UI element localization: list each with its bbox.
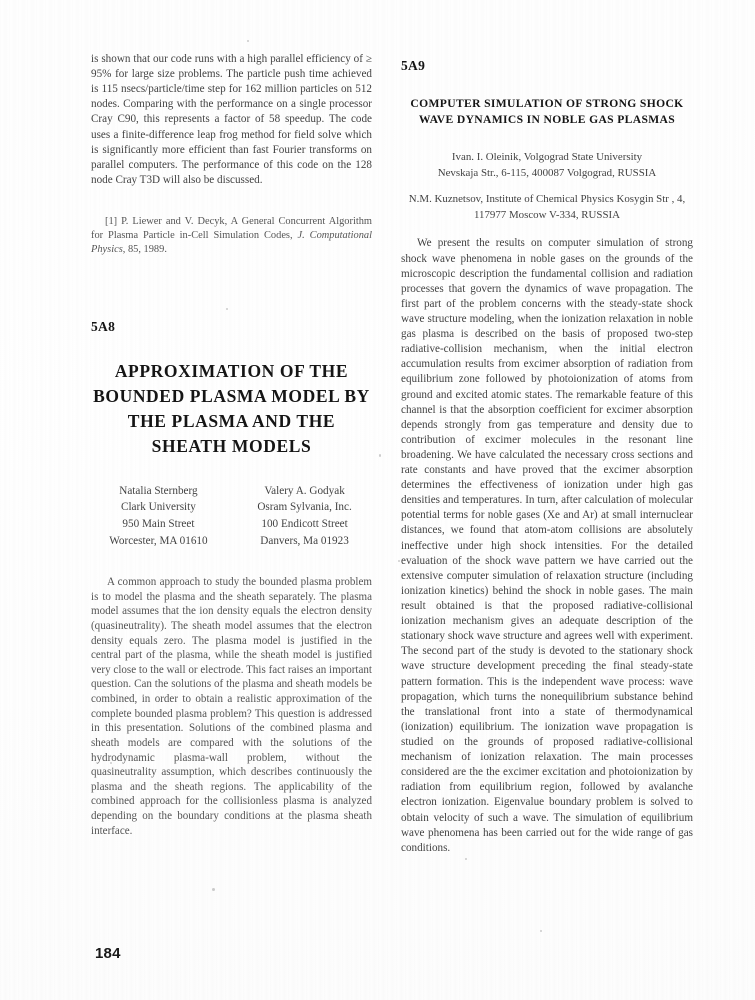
author-block-5a8 <box>91 483 372 549</box>
author-entry <box>237 483 372 549</box>
author-name: Natalia Sternberg <box>119 484 198 497</box>
author-name-affiliation: N.M. Kuznetsov, Institute of Chemical Physics Kosygin Str , 4, <box>408 192 686 205</box>
scan-speck <box>379 454 381 457</box>
right-column <box>401 0 693 856</box>
scan-speck <box>465 858 467 860</box>
scan-speck <box>540 930 542 932</box>
left-column <box>91 0 372 838</box>
author-entry <box>91 483 226 549</box>
reference-text: [1] P. Liewer and V. Decyk, A General Concurrent Algorithm for Plasma Particle in-Cell Simulation Codes, <box>91 215 372 242</box>
abstract-body-5a8: A common approach to study the bounded plasma problem is to model the plasma and the sheath separately. The plasma model assumes that the ion density equals the electron density (quasineutrality). The sheath model assumes that the electron density equals zero. The plasma model is justified in the central part of the plasma, while the sheath model is justified very close to the wall or electrode. This fact raises an important question. Can the solutions of the plasma and sheath models be combined, in order to obtain a realistic approximation of the complete bounded plasma problem? This question is addressed in this presentation. Solutions of the combined plasma and sheath models are compared with the solutions of the hydrodynamic plasma-wall problem, without the quasineutrality assumption, which describes continuously the plasma and the sheath regions. The applicability of the combined approach for the collisionless plasma is analyzed depending on the boundary conditions at the plasma sheath interface. <box>91 576 372 837</box>
page-number: 184 <box>95 945 121 962</box>
title-line-1: COMPUTER SIMULATION OF STRONG SHOCK <box>410 97 684 110</box>
author-street: 100 Endicott Street <box>261 517 348 530</box>
author-affiliation: Clark University <box>120 501 196 514</box>
section-label-5a9: 5A9 <box>401 58 426 73</box>
author-city: Danvers, Ma 01923 <box>260 534 349 547</box>
abstract-body-5a9: We present the results on computer simulation of strong shock wave phenomena in noble gases on the grounds of the microscopic description the fundamental collision and radiation processes that govern the dynamics of wave propagation. The first part of the problem concerns with the steady-state shock wave structure modeling, when the ionization relaxation in noble gas plasma is described on the basis of proposed two-step radiative-collision mechanism, when the initial electron accumulation results from excimer absorption of radiation from equilibrium zone followed by photoionization of atoms from ground and excited atomic states. The remarkable feature of this channel is that the absorption coefficient for excimer absorption depends strongly from gas temperature and density due to contribution of excimer molecules in the resonant line broadening. We have calculated the necessary cross sections and rate constants and have proved that the excimer absorption determines the effectiveness of ionization under high gas densities and temperatures. In turn, after calculation of molecular potential terms for noble gases (Xe and Ar) at small internuclear distances, we found that atom-atom collisions are absolutely ineffective under high shock intensities. For the detailed evaluation of the shock wave pattern we have carried out the extensive computer simulation of relaxation structure (including ionization kinetics) behind the shock in noble gases. The main result obtained is that the proposed radiative-collisional ionization mechanism gives an adequate description of the stationary shock wave structure and agrees well with experiment. The second part of the study is devoted to the stationary shock wave structure development preceding the final steady-state pattern formation. This is the independent wave process: wave propagation, which turns the nonequilibrium substance behind the translational front into a state of thermodynamical (ionization) equilibrium. The ionization wave propagation is studied on the grounds of proposed radiative-collisional mechanism of ionization relaxation. The main processes considered are the the excimer excitation and photoionization by radiation from equilibrium region, followed by avalanche electron ionization. Eigenvalue boundary problem is solved to obtain velocity of such a wave. The simulation of equilibrium wave phenomena has been carried out for the wide range of gas conditions. <box>401 237 693 854</box>
author-street: 950 Main Street <box>122 517 195 530</box>
title-line-2: WAVE DYNAMICS IN NOBLE GAS PLASMAS <box>418 112 676 126</box>
author-affiliation: Osram Sylvania, Inc. <box>257 501 352 514</box>
scan-speck <box>212 888 215 891</box>
bibliography-entry <box>91 215 372 257</box>
reference-journal: J. Computational Physics <box>91 230 372 256</box>
abstract-title-5a9 <box>401 96 693 128</box>
author-address: Nevskaja Str., 6-115, 400087 Volgograd, RUSSIA <box>437 167 657 180</box>
author-entry <box>401 191 693 224</box>
author-block-5a9 <box>401 149 693 223</box>
section-label-5a8: 5A8 <box>91 319 116 335</box>
author-address: 117977 Moscow V-334, RUSSIA <box>473 209 621 222</box>
author-city: Worcester, MA 01610 <box>109 534 208 547</box>
author-name-affiliation: Ivan. I. Oleinik, Volgograd State University <box>451 150 643 163</box>
author-entry <box>401 149 693 182</box>
scan-speck <box>398 560 400 562</box>
author-name: Valery A. Godyak <box>264 484 345 497</box>
abstract-title-5a8: APPROXIMATION OF THE BOUNDED PLASMA MODEL BY THE PLASMA AND THE SHEATH MODELS <box>93 361 370 456</box>
continued-paragraph: is shown that our code runs with a high parallel efficiency of ≥ 95% for large size problems. The particle push time achieved is 115 nsecs/particle/time step for 162 million particles on 512 nodes. Comparing with the performance on a single processor Cray C90, this represents a factor of 58 speedup. The code uses a finite-difference leap frog method for field solve which is significantly more efficient than fast Fourier transforms on parallel computers. The performance of this code on the 128 node Cray T3D will also be discussed. <box>91 53 372 186</box>
reference-volume-year: , 85, 1989. <box>122 244 167 256</box>
